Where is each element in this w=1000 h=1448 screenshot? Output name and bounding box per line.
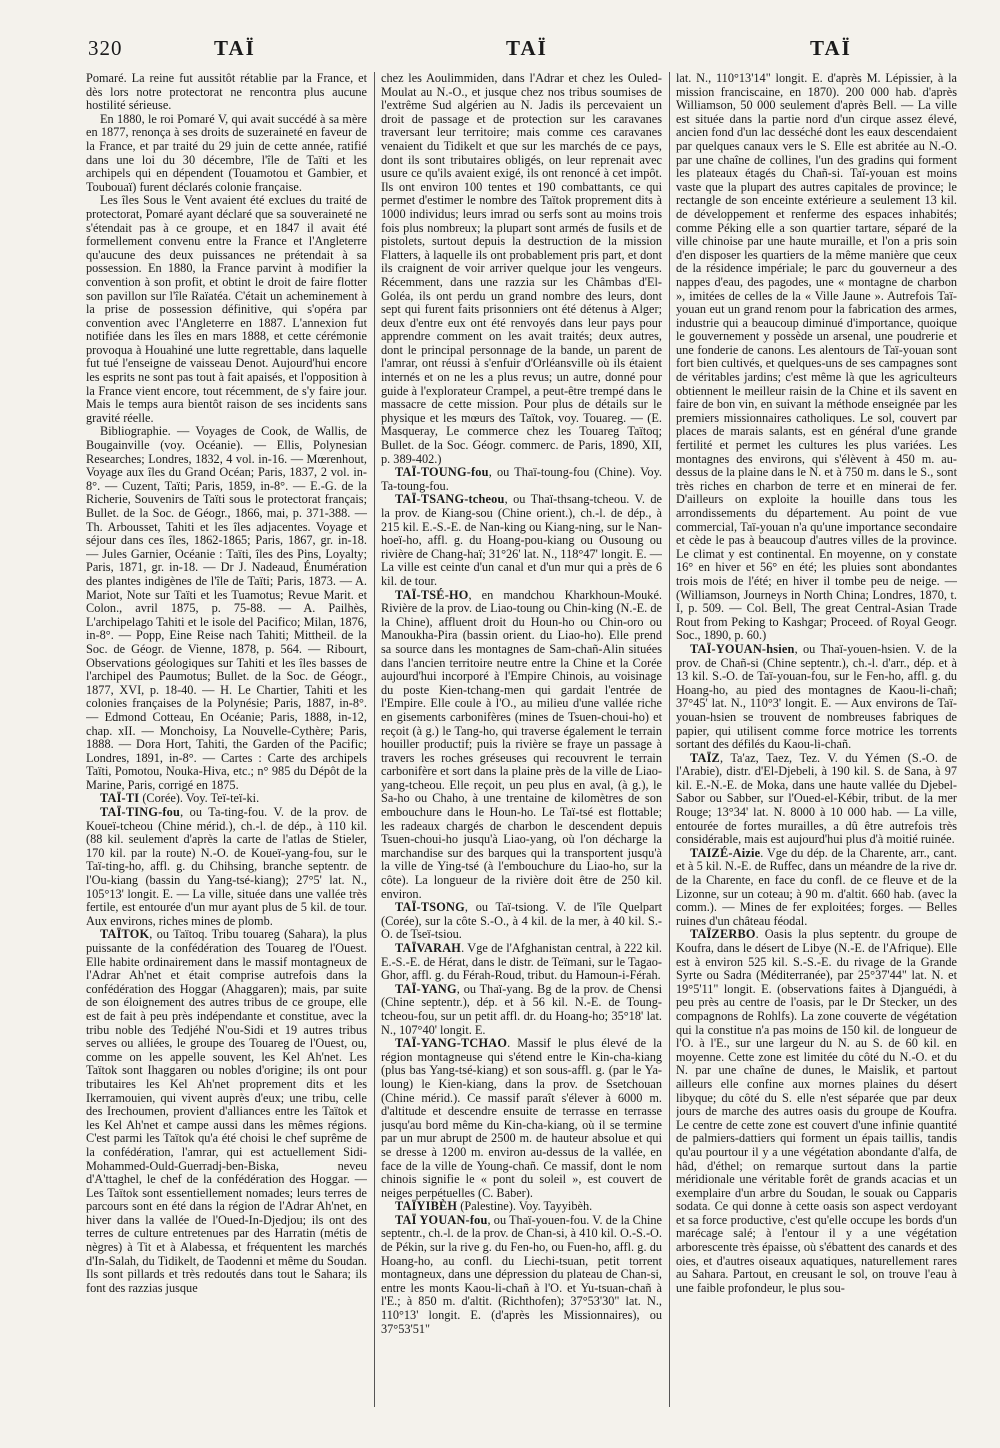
text-paragraph <box>86 113 367 195</box>
dictionary-entry <box>676 752 957 847</box>
entry-text: , ou Ta-ting-fou. V. de la prov. de Koueï-tcheou (Chine mérid.), ch.-l. de dép., à 110 kil. (88 kil. seulement d'après la carte de l'atlas de Stieler, 170 kil. par la route) N.-O. de Koueï-yang-fou, sur le Taï-ting-ho, affl. g. du Chihsing, branche septentr. de l'Ou-kiang (bassin du Yang-tsé-kiang); 27°5' lat. N., 105°13' longit. E. — La ville, située dans une vallée très fertile, est entourée d'un mur ayant plus de 5 kil. de tour. Aux environs, riches mines de plomb. <box>86 805 367 928</box>
entry-text: (Corée). Voy. Teï-teï-ki. <box>139 791 260 806</box>
entry-text: Bibliographie. — Voyages de Cook, de Wallis, de Bougainville (voy. Océanie). — Ellis, Polynesian Researches; Londres, 1832, 4 vol. in-16. — Mœrenhout, Voyage aux îles du Grand Océan; Paris, 1837, 2 vol. in-8°. — Cuzent, Taïti; Paris, 1859, in-8°. — E.-G. de la Richerie, Souvenirs de Taïti sous le protectorat français; Bullet. de la Soc. de Géogr., 1866, mai, p. 371-388. — Th. Arbousset, Tahiti et les îles adjacentes. Voyage et séjour dans ces îles, 1862-1865; Paris, 1867, gr. in-18. — Jules Garnier, Océanie : Taïti, îles des Pins, Loyalty; Paris, 1871, gr. in-18. — Dr J. Nadeaud, Énumération des plantes indigènes de l'île de Taïti; Paris, 1873. — A. Mariot, Note sur Taïti et les Tuamotus; Revue Marit. et Colon., avril 1875, p. 75-88. — A. Pailhès, L'archipelago Tahiti et le isole del Pacifico; Milan, 1876, in-8°. — Popp, Eine Reise nach Tahiti; Mittheil. de la Soc. de Géogr. de Vienne, 1878, p. 564. — Ribourt, Observations géologiques sur Tahiti et les îles basses de l'archipel des Paumotus; Bullet. de la Soc. de Géogr., 1877, XVI, p. 18-40. — H. Le Chartier, Tahiti et les colonies françaises de la Polynésie; Paris, 1887, in-8°. — Edmond Cotteau, En Océanie; Paris, 1888, in-12, chap. xII. — Monchoisy, La Nouvelle-Cythère; Paris, 1888. — Dora Hort, Tahiti, the Garden of the Pacific; Londres, 1891, in-8°. — Cartes : Carte des archipels Taïti, Pomotou, Nouka-Hiva, etc.; n° 985 du Dépôt de la Marine, Paris, corrigé en 1875. <box>86 424 367 792</box>
running-head-center: TAÏ <box>506 36 548 60</box>
column-divider <box>374 72 375 1407</box>
dictionary-entry <box>381 493 662 588</box>
dictionary-entry <box>381 589 662 902</box>
entry-text: , ou Thaï-toung-fou (Chine). Voy. Ta-toung-fou. <box>381 465 662 493</box>
entry-text: , ou Thaï-youen-fou. V. de la Chine septentr., ch.-l. de la prov. de Chan-si, à 410 kil. O.-S.-O. de Pékin, sur la rive g. du Fen-ho, ou Fuen-ho, affl. g. du Hoang-ho, au confl. du Liechi-tsuan, petit torrent montagneux, dans une dépression du plateau de Chan-si, entre les monts Kaou-li-chañ à l'O. et Yu-tsuan-chañ à l'E.; à 850 m. d'altit. (Richthofen); 37°53'30" lat. N., 110°13' longit. E. (d'après les Missionnaires), ou 37°53'51" <box>381 1212 662 1336</box>
entry-text: Pomaré. La reine fut aussitôt rétablie par la France, et dès lors notre protectorat ne rencontra plus aucune hostilité sérieuse. <box>86 72 367 113</box>
entry-headword: TAÏZ <box>690 750 720 765</box>
entry-text: , ou Taï-tsiong. V. de l'île Quelpart (Corée), sur la côte S.-O., à 4 kil. de la mer, à 40 kil. S.-O. de Tseï-tsiou. <box>381 900 662 942</box>
entry-text: . Massif le plus élevé de la région montagneuse qui s'étend entre le Kin-cha-kiang (plus bas Yang-tsé-kiang) et son sous-affl. g. (par le Ya-loung) le Kien-kiang, dans la prov. de Ssetchouan (Chine mérid.). Ce massif paraît s'élever à 6000 m. d'altitude et descendre ensuite de terrasse en terrasse jusqu'au bord même du Kin-cha-kiang, où il se termine par un mur abrupt de 2500 m. de hauteur absolue et qui se dresse à 1200 m. environ au-dessus de la vallée, en face de la ville de Young-chañ. Ce massif, dont le nom chinois signifie le « pont du soleil », est couvert de neiges perpétuelles (C. Baber). <box>381 1036 662 1200</box>
text-column-2 <box>381 72 662 1417</box>
entry-headword: TAÏTOK <box>100 927 150 942</box>
text-paragraph <box>381 72 662 466</box>
entry-text: , ou Thaï-thsang-tcheou. V. de la prov. de Kiang-sou (Chine orient.), ch.-l. de dép., à 215 kil. E.-S.-E. de Nan-king ou Kiang-ning, sur le Nan-hoeï-ho, affl. g. du Hoang-pou-kiang ou Ousoung ou rivière de Chang-haï; 31°26' lat. N., 118°47' longit. E. — La ville est ceinte d'un canal et d'un mur qui a près de 6 kil. de tour. <box>381 492 662 588</box>
entry-headword: TAÏ-YANG <box>395 981 457 996</box>
entry-text: , ou Thaï-youen-hsien. V. de la prov. de Chañ-si (Chine septentr.), ch.-l. d'arr., dép. et à 13 kil. S.-O. de Taï-youan-fou, sur le Fen-ho, affl. g. du Hoang-ho, au pied des montagnes de Kaou-li-chañ; 37°45' lat. N., 110°3' longit. E. — Aux environs de Taï-youan-hsien se trouvent de nombreuses fabriques de papier, qui utilisent comme force motrice les torrents sortant des défilés du Kaou-li-chañ. <box>676 641 957 752</box>
dictionary-entry <box>676 928 957 1295</box>
entry-text: En 1880, le roi Pomaré V, qui avait succédé à sa mère en 1877, renonça à ses droits de suzeraineté en faveur de la France, et par traité du 29 juin de cette année, ratifié dans une loi du 30 décembre, l'île de Taïti et les archipels qui en dépendent (Touamotou et Gambier, et Toubouaï) furent déclarés colonie française. <box>86 111 367 194</box>
dictionary-entry <box>381 1214 662 1336</box>
entry-headword: TAÏ-TSONG <box>395 900 465 915</box>
running-head-right: TAÏ <box>810 36 852 60</box>
dictionary-entry <box>381 466 662 493</box>
running-head-left: TAÏ <box>214 36 256 60</box>
entry-headword: TAIZÉ-Aizie <box>690 845 761 860</box>
entry-text: . Vge de l'Afghanistan central, à 222 kil. E.-S.-E. de Hérat, dans le distr. de Teïmani, sur le Tagao-Ghor, affl. g. du Férah-Roud, tribut. du Hamoun-i-Férah. <box>381 941 662 983</box>
dictionary-entry <box>676 643 957 752</box>
text-column-3 <box>676 72 957 1417</box>
dictionary-entry <box>381 983 662 1037</box>
column-divider <box>669 72 670 1407</box>
text-paragraph <box>86 194 367 425</box>
entry-text: Les îles Sous le Vent avaient été exclues du traité de protectorat, Pomaré ayant déclaré que sa souveraineté ne s'étendait pas à ce groupe, et en 1847 il avait été formellement convenu entre la France et l'Angleterre qu'aucune des deux puissances ne prétendait à sa possession. En 1880, la France parvint à modifier la convention à son profit, et obtint le droit de faire flotter son pavillon sur l'île Raïatéa. C'était un acheminement à la prise de possession définitive, qui s'opéra par convention avec l'Angleterre en 1887. L'annexion fut notifiée dans les îles en mars 1888, et cette cérémonie provoqua à Houahiné une lutte regrettable, dans laquelle fut tué l'enseigne de vaisseau Denot. Aujourd'hui encore les esprits ne sont pas tout à fait apaisés, et l'opposition à la France vient encore, tout récemment, de s'y faire jour. Mais le temps aura bientôt raison de ses incidents sans gravité réelle. <box>86 193 367 425</box>
page-number: 320 <box>88 36 123 60</box>
entry-headword: TAÏ-YOUAN-hsien <box>690 641 795 656</box>
text-column-1 <box>86 72 367 1417</box>
entry-text: . Vge du dép. de la Charente, arr., cant. et à 5 kil. N.-E. de Ruffec, dans un méandre de la rive dr. de la Charente, en face du confl. de ce fleuve et de la Lizonne, sur un coteau; à 90 m. d'altit. 660 hab. (avec la comm.). — Mines de fer exploitées; forges. — Belles ruines d'un château féodal. <box>676 845 957 928</box>
dictionary-entry <box>86 806 367 928</box>
entry-text: , ou Taïtoq. Tribu touareg (Sahara), la plus puissante de la confédération des Touareg de l'Ouest. Elle habite ordinairement dans le massif montagneux de l'Adrar Ah'net et était comprise autrefois dans la confédération des Hoggar (Ahaggaren); mais, par suite de son éloignement des autres tribus de ce groupe, elle est de fait à peu près indépendante et constitue, avec la tribu noble des Tedjéhé N'ou-Sidi et 19 autres tribus serves ou alliées, le groupe des Touareg de l'Ouest, ou, comme on les appelle souvent, les Kel Ah'net. Les Taïtok sont Ihaggaren ou nobles d'origine; ils ont pour tributaires les Kel Ah'net proprement dits et les Ikerramouien, qui vivent auprès d'eux; une tribu, celle des Irechoumen, provient d'alliances entre les Taïtok et les Kel Ah'net et campe aussi dans les mêmes régions. C'est parmi les Taïtok qu'a été choisi le chef suprême de la confédération, l'amrar, qui est actuellement Sidi-Mohammed-Ould-Guerradj-ben-Biska, neveu d'A'ttaghel, le chef de la confédération des Hoggar. — Les Taïtok sont essentiellement nomades; leurs terres de parcours sont en été dans la région de l'Adrar Ah'net, en hiver dans la vallée de l'Oued-In-Djedjou; ils ont des terres de culture entretenues par des Harratin (métis de nègres) à Tit et à Alabessa, et fréquentent les marchés d'In-Salah, du Tidikelt, de Taodenni et même du Soudan. Ils sont pillards et très redoutés dans tout le Sahara; ils font des razzias jusque <box>86 927 367 1295</box>
entry-headword: TAÏ YOUAN-fou <box>395 1212 488 1227</box>
entry-headword: TAÏYIBÈH <box>395 1199 458 1214</box>
dictionary-entry <box>381 942 662 983</box>
entry-text: , Ta'az, Taez, Tez. V. du Yémen (S.-O. de l'Arabie), distr. d'El-Djebeli, à 190 kil. S. de Sana, à 97 kil. E.-N.-E. de Moka, dans une haute vallée du Djebel-Sabor ou Sabber, sur l'Oued-el-Kébir, tribut. de la mer Rouge; 13°34' lat. N. 8000 à 10 000 hab. — La ville, entourée de fortes murailles, a dû être autrefois très considérable, mais est aujourd'hui plus d'à moitié ruinée. <box>676 750 957 847</box>
entry-text: . Oasis la plus septentr. du groupe de Koufra, dans le désert de Libye (N.-E. de l'Afrique). Elle est à environ 525 kil. S.-S.-E. du rivage de la Grande Syrte ou Sadra (Méditerranée), par 25°37'44" lat. N. et 19°5'11" longit. E. (observations faites à Djanguédi, à peu près au centre de l'oasis, par le Dr Stecker, un des compagnons de Rohlfs). La zone couverte de végétation qui la constitue n'a pas moins de 150 kil. de longueur de l'O. à l'E., sur une largeur du N. au S. de 60 kil. en moyenne. Cette zone est limitée du côté du N.-O. et du N. par une chaîne de dunes, le Maislik, et partout ailleurs elle confine aux mornes plaines du désert libyque; du côté du S. elle n'est séparée que par deux jours de marche des autres oasis du groupe de Koufra. Le centre de cette zone est couvert d'une infinie quantité de palmiers-dattiers qui forment un épais taillis, tandis qu'au pourtour il y a une végétation abondante d'alfa, de hâd, d'éthel; on remarque surtout dans la partie méridionale une véritable forêt de grands acacias et un exemplaire d'un arbre du Soudan, le souak ou Capparis sodata. Ce qui donne à cette oasis son aspect verdoyant et sa force productive, c'est qu'elle occupe les bords d'un marécage salé; à l'entour il y a une végétation arborescente très épaisse, où s'ébattent des canards et des oies, et d'autres oiseaux aquatiques, naturellement rares au Sahara. Partout, en creusant le sol, on trouve l'eau à une faible profondeur, le plus sou- <box>676 927 957 1295</box>
dictionary-entry <box>381 1200 662 1214</box>
dictionary-entry <box>86 792 367 806</box>
entry-headword: TAÏ-TING-fou <box>100 805 181 820</box>
entry-text: lat. N., 110°13'14" longit. E. d'après M. Lépissier, à la mission franciscaine, en 1870). 200 000 hab. d'après Williamson, 50 000 seulement d'après Bell. — La ville est située dans la partie nord d'un cirque assez élevé, ancien fond d'un lac desséché dont les eaux descendaient par quelques canaux vers le S. Elle est abritée au N.-O. par une chaîne de collines, l'un des gradins qui forment les plateaux étagés du Chañ-si. Taï-youan est moins vaste que la plupart des autres capitales de province; le rectangle de son enceinte extérieure a seulement 13 kil. de développement et renferme des espaces inhabités; comme Péking elle a son quartier tartare, séparé de la ville chinoise par une haute muraille, et l'on a pris soin d'en disposer les quartiers de la même manière que ceux de la résidence impériale; le parc du gouverneur a des nappes d'eau, des pagodes, une « montagne de charbon », imitées de celles de la « Ville Jaune ». Autrefois Taï-youan eut un grand renom pour la fabrication des armes, industrie qui a beaucoup diminué d'importance, quoique le gouvernement y possède un arsenal, une poudrerie et une fonderie de canons. Les alentours de Taï-youan sont fort bien cultivés, et quelques-uns de ses campagnes sont de véritables jardins; c'est même là que les agriculteurs obtiennent le meilleur raisin de la Chine et ils savent en faire de bon vin, en suivant la méthode enseignée par les premiers missionnaires catholiques. Le sol, couvert par places de marais salants, est en général d'une grande fertilité et permet les cultures les plus variées. Les montagnes des environs, qui s'élèvent à 450 m. au-dessus de la plaine dans le N. et à 750 m. dans le S., sont très riches en charbon de terre et en minerai de fer. D'ailleurs on exploite la houille dans tous les arrondissements du département. Au point de vue commercial, Taï-youan n'a qu'une importance secondaire et cède le pas à beaucoup d'autres villes de la province. Le climat y est continental. En moyenne, on y constate 16° en hiver et 56° en été; les pluies sont abondantes trois mois de l'été; en hiver il tombe peu de neige. — (Williamson, Journeys in North China; Londres, 1870, t. I, p. 509. — Col. Bell, The great Central-Asian Trade Rout from Peking to Kashgar; Proceed. of Royal Geogr. Soc., 1890, p. 60.) <box>676 72 957 643</box>
entry-text: , ou Thaï-yang. Bg de la prov. de Chensi (Chine septentr.), dép. et à 56 kil. N.-E. de Toung-tcheou-fou, sur un petit affl. dr. du Hoang-ho; 35°18' lat. N., 107°40' longit. E. <box>381 981 662 1037</box>
entry-text: chez les Aoulimmiden, dans l'Adrar et chez les Ouled-Moulat au N.-O., et jusque chez nos tribus soumises de l'extrême Sud algérien au N. Jadis ils percevaient un droit de passage et de protection sur les caravanes traversant leur territoire; mais comme ces caravanes venaient du Tidikelt et que sur les marchés de ce pays, dont ils sont tributaires obligés, on leur reprenait avec usure ce qu'ils avaient exigé, ils ont renoncé à cet impôt. Ils ont environ 100 tentes et 190 combattants, ce qui permet d'estimer le nombre des Taïtok proprement dits à 1000 individus; leurs imrad ou serfs sont au moins trois fois plus nombreux; la plupart sont armés de fusils et de pistolets, surtout depuis la destruction de la mission Flatters, à laquelle ils ont probablement pris part, et dont ils craignent de voir arriver quelque jour les vengeurs. Récemment, dans une razzia sur les Châmbas d'El-Goléa, ils ont perdu un grand nombre des leurs, dont sept qui furent faits prisonniers ont été détenus à Alger; deux d'entre eux ont été renvoyés dans leur pays pour apprendre comment on les avait traités; deux autres, dont le principal personnage de la bande, un parent de l'amrar, ont réussi à s'enfuir d'Orléansville où ils étaient internés et on ne les a plus revus; un autre, donné pour guide à l'explorateur Crampel, a peut-être trempé dans le massacre de cette mission. Pour plus de détails sur le physique et les mœurs des Taïtok, voy. Touareg. — (E. Masqueray, Le commerce chez les Touareg Taïtoq; Bullet. de la Soc. Géogr. commerc. de Paris, 1890, XII, p. 389-402.) <box>381 72 662 466</box>
text-paragraph <box>86 425 367 792</box>
dictionary-entry <box>381 901 662 942</box>
entry-text: (Palestine). Voy. Tayyibèh. <box>457 1199 593 1214</box>
entry-headword: TAÏ-TSANG-tcheou <box>395 492 505 507</box>
entry-text: , en mandchou Kharkhoun-Mouké. Rivière de la prov. de Liao-toung ou Chin-king (N.-E. de la Chine), affluent droit du Houn-ho ou Chin-oro ou Manoukha-Pira (bassin orient. du Liao-ho). Elle prend sa source dans les montagnes de Sam-chañ-Alin situées dans l'ancien territoire neutre entre la Chine et la Corée aujourd'hui incorporé à l'Empire Chinois, au voisinage du poste Kien-tchang-men qui gardait l'entrée de l'Empire. Elle coule à l'O., au milieu d'une vallée riche en gisements carbonifères (mines de Tsuen-choui-ho) et reçoit (à g.) le Tang-ho, qui traverse également le terrain houiller productif; puis la rivière se fraye un passage à travers les roches gréseuses qui recouvrent le terrain carbonifère et sort dans la plaine près de la ville de Liao-yang-tcheou. Elle reçoit, un peu plus en aval, (à g.), le Sa-ho ou Chaho, à une trentaine de kilomètres de son embouchure dans le Houn-ho. Le Taï-tsé est flottable; les radeaux chargés de charbon le descendent depuis Tsuen-choui-ho jusqu'à Liao-yang, où l'on décharge la marchandise sur des barques qui la transportent jusqu'à la ville de Ying-tsé (à l'embouchure du Liao-ho, sur la côte). La longueur de la rivière doit être de 250 kil. environ. <box>381 587 662 901</box>
text-paragraph <box>86 72 367 113</box>
text-paragraph <box>676 72 957 643</box>
entry-headword: TAÏ-YANG-TCHAO <box>395 1036 508 1051</box>
entry-headword: TAÏZERBO <box>690 927 756 942</box>
page-header <box>0 30 1000 70</box>
dictionary-entry <box>676 847 957 929</box>
entry-headword: TAÏ-TI <box>100 791 140 806</box>
dictionary-entry <box>86 928 367 1295</box>
dictionary-entry <box>381 1037 662 1200</box>
entry-headword: TAÏVARAH <box>395 941 462 955</box>
entry-headword: TAÏ-TOUNG-fou <box>395 465 489 480</box>
entry-headword: TAÏ-TSÉ-HO <box>395 587 469 602</box>
